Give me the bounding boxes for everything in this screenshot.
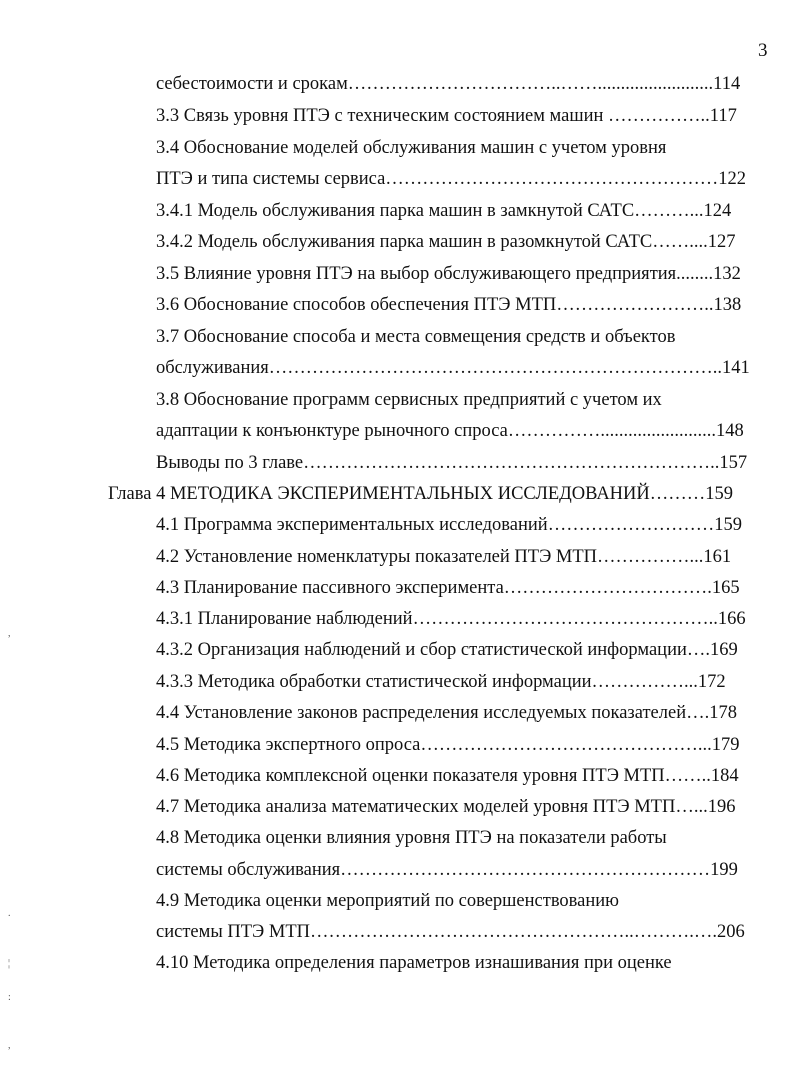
toc-line: 4.3.3 Методика обработки статистической информации……………...172 [156, 672, 726, 692]
toc-line: 4.9 Методика оценки мероприятий по совершенствованию [156, 891, 620, 911]
toc-chapter-heading: Глава 4 МЕТОДИКА ЭКСПЕРИМЕНТАЛЬНЫХ ИССЛЕДОВАНИЙ………159 [108, 484, 734, 504]
toc-line: себестоимости и срокам……………………………..…….........................114 [156, 74, 741, 94]
toc-line: 4.10 Методика определения параметров изнашивания при оценке [156, 953, 672, 973]
toc-line: 4.6 Методика комплексной оценки показателя уровня ПТЭ МТП……..184 [156, 766, 739, 786]
toc-line: ПТЭ и типа системы сервиса………………………………………………122 [156, 169, 747, 189]
toc-line: обслуживания………………………………………………………………..141 [156, 358, 750, 378]
toc-line: 3.4 Обоснование моделей обслуживания машин с учетом уровня [156, 138, 667, 158]
toc-line: 4.1 Программа экспериментальных исследований………………………159 [156, 515, 742, 535]
toc-line: 3.7 Обоснование способа и места совмещения средств и объектов [156, 327, 676, 347]
scan-mark: ¦ [8, 958, 11, 969]
toc-line: 4.7 Методика анализа математических моделей уровня ПТЭ МТП…...196 [156, 797, 736, 817]
toc-line: 4.3.1 Планирование наблюдений…………………………………………..166 [156, 609, 746, 629]
scan-mark: , [8, 1040, 11, 1051]
scan-mark: : [8, 992, 11, 1003]
toc-line: 4.8 Методика оценки влияния уровня ПТЭ на показатели работы [156, 828, 667, 848]
toc-line: 3.6 Обоснование способов обеспечения ПТЭ МТП……………………..138 [156, 295, 742, 315]
toc-line: 4.5 Методика экспертного опроса………………………………………...179 [156, 735, 740, 755]
toc-line: 4.4 Установление законов распределения исследуемых показателей….178 [156, 703, 737, 723]
toc-line: 4.2 Установление номенклатуры показателей ПТЭ МТП……………...161 [156, 547, 732, 567]
page-number: 3 [758, 40, 768, 61]
toc-line: 3.5 Влияние уровня ПТЭ на выбор обслуживающего предприятия........132 [156, 264, 741, 284]
toc-line: 3.8 Обоснование программ сервисных предприятий с учетом их [156, 390, 662, 410]
scan-mark: . [8, 908, 11, 919]
toc-line: системы ПТЭ МТП……………………………………………..……….….206 [156, 922, 745, 942]
toc-line: 3.3 Связь уровня ПТЭ с техническим состоянием машин ……………..117 [156, 106, 737, 126]
toc-line: системы обслуживания……………………………………………………199 [156, 860, 738, 880]
toc-line: 3.4.1 Модель обслуживания парка машин в замкнутой САТС………...124 [156, 201, 732, 221]
toc-line: 3.4.2 Модель обслуживания парка машин в разомкнутой САТС……....127 [156, 232, 736, 252]
toc-line: адаптации к конъюнктуре рыночного спроса…………….........................148 [156, 421, 744, 441]
toc-line: Выводы по 3 главе…………………………………………………………..157 [156, 453, 748, 473]
toc-line: 4.3 Планирование пассивного эксперимента…………………………….165 [156, 578, 740, 598]
scan-mark: , [8, 628, 11, 639]
toc-line: 4.3.2 Организация наблюдений и сбор статистической информации….169 [156, 640, 738, 660]
